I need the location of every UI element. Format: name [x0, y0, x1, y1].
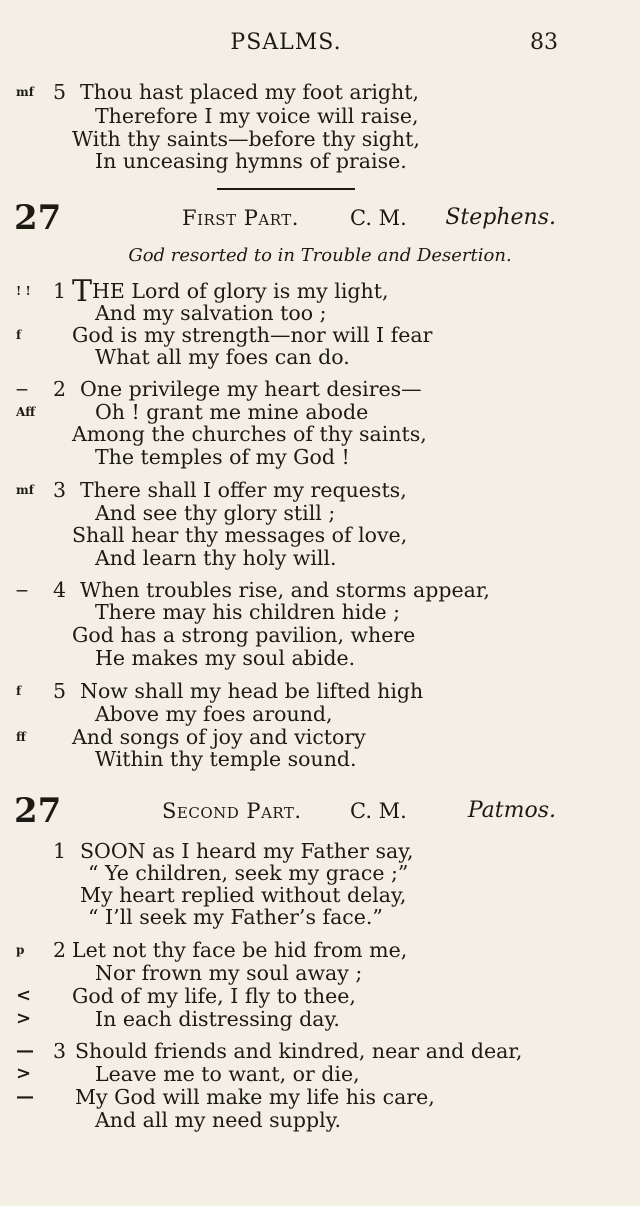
- stanza-number: 3: [52, 1039, 66, 1063]
- verse-line: And learn thy holy will.: [95, 546, 337, 570]
- stanza-line: [0, 984, 640, 1008]
- dynamic-mark: —: [16, 382, 28, 396]
- verse-line: God is my strength—nor will I fear: [72, 323, 433, 347]
- dynamic-mark: ! !: [16, 284, 31, 298]
- stanza-line: [0, 523, 640, 547]
- stanza-line: [0, 883, 640, 907]
- stanza-line: [0, 377, 640, 401]
- stanza-line: [0, 127, 640, 151]
- verse-line: Let not thy face be hid from me,: [72, 938, 408, 962]
- dynamic-mark: Aff: [16, 405, 36, 419]
- stanza-line: [0, 1062, 640, 1086]
- stanza-line: [0, 702, 640, 726]
- stanza-line: [0, 323, 640, 347]
- page-number: 83: [530, 30, 558, 55]
- stanza-line: [0, 861, 640, 885]
- stanza-line: [0, 80, 640, 104]
- stanza-number: 1: [52, 839, 66, 863]
- stanza-line: [0, 961, 640, 985]
- stanza-number: 3: [52, 478, 66, 502]
- verse-line: There shall I offer my requests,: [80, 478, 407, 502]
- stanza-number: 2: [52, 938, 66, 962]
- stanza-line: [0, 747, 640, 771]
- dynamic-mark: <: [16, 985, 32, 1006]
- tune-name: Patmos.: [467, 798, 556, 823]
- verse-line: In unceasing hymns of praise.: [95, 149, 407, 173]
- verse-line: Leave me to want, or die,: [95, 1062, 360, 1086]
- stanza-line: [0, 546, 640, 570]
- running-head: [0, 30, 640, 60]
- dynamic-mark: mf: [16, 85, 34, 99]
- dynamic-mark: mf: [16, 483, 34, 497]
- stanza-line: [0, 600, 640, 624]
- stanza-number: 2: [52, 377, 66, 401]
- dynamic-mark: —: [16, 583, 28, 597]
- stanza-line: [0, 274, 640, 309]
- verse-line: There may his children hide ;: [95, 600, 401, 624]
- drop-cap: T: [72, 274, 93, 309]
- verse-line: Among the churches of thy saints,: [72, 422, 427, 446]
- verse-line: The temples of my God !: [95, 445, 350, 469]
- verse-line: [72, 274, 389, 309]
- hymn-number: 27: [14, 198, 62, 238]
- stanza-line: [0, 345, 640, 369]
- stanza-line: [0, 501, 640, 525]
- verse-line: Therefore I my voice will raise,: [95, 104, 419, 128]
- verse-line: SOON as I heard my Father say,: [80, 839, 414, 863]
- verse-line: God has a strong pavilion, where: [72, 623, 416, 647]
- stanza-line: [0, 301, 640, 325]
- verse-line: With thy saints—before thy sight,: [72, 127, 420, 151]
- dynamic-mark: p: [16, 943, 25, 957]
- verse-line: And all my need supply.: [95, 1108, 342, 1132]
- stanza-line: [0, 938, 640, 962]
- running-title: PSALMS.: [230, 30, 342, 55]
- stanza-line: [0, 445, 640, 469]
- tune-name: Stephens.: [445, 205, 556, 230]
- verse-line: Should friends and kindred, near and dear,: [75, 1039, 523, 1063]
- hymn-meter: C. M.: [350, 799, 407, 823]
- verse-line: Nor frown my soul away ;: [95, 961, 363, 985]
- dynamic-mark: —: [16, 1086, 34, 1107]
- verse-line: What all my foes can do.: [95, 345, 350, 369]
- verse-line: In each distressing day.: [95, 1007, 340, 1031]
- verse-line: “ I’ll seek my Father’s face.”: [88, 905, 383, 929]
- verse-line: My God will make my life his care,: [75, 1085, 435, 1109]
- hymn-meter: C. M.: [350, 206, 407, 230]
- hymn-heading: [0, 198, 640, 238]
- dynamic-mark: —: [16, 1040, 34, 1061]
- section-divider: [217, 188, 355, 190]
- verse-line: One privilege my heart desires—: [80, 377, 422, 401]
- stanza-line: [0, 422, 640, 446]
- verse-line: Now shall my head be lifted high: [80, 679, 424, 703]
- stanza-line: [0, 578, 640, 602]
- verse-line: When troubles rise, and storms appear,: [80, 578, 490, 602]
- stanza-line: [0, 623, 640, 647]
- stanza-line: [0, 104, 640, 128]
- stanza-line: [0, 400, 640, 424]
- dynamic-mark: >: [16, 1008, 32, 1029]
- hymn-number: 27: [14, 791, 62, 831]
- verse-line: He makes my soul abide.: [95, 646, 356, 670]
- verse-line: God of my life, I fly to thee,: [72, 984, 356, 1008]
- verse-line: And my salvation too ;: [95, 301, 327, 325]
- stanza-line: [0, 149, 640, 173]
- verse-line: “ Ye children, seek my grace ;”: [88, 861, 409, 885]
- stanza-number: 5: [52, 80, 66, 104]
- stanza-number: 4: [52, 578, 66, 602]
- stanza-line: [0, 1007, 640, 1031]
- hymn-heading: [0, 791, 640, 831]
- verse-line: Oh ! grant me mine abode: [95, 400, 369, 424]
- verse-line: Shall hear thy messages of love,: [72, 523, 408, 547]
- stanza-line: [0, 1108, 640, 1132]
- dynamic-mark: ff: [16, 730, 26, 744]
- verse-line: My heart replied without delay,: [80, 883, 407, 907]
- stanza-line: [0, 646, 640, 670]
- stanza-number: 5: [52, 679, 66, 703]
- verse-line: Above my foes around,: [95, 702, 333, 726]
- stanza-line: [0, 725, 640, 749]
- verse-line: Within thy temple sound.: [95, 747, 357, 771]
- stanza-line: [0, 1085, 640, 1109]
- stanza-number: 1: [52, 279, 66, 303]
- hymn-part: First Part.: [182, 206, 299, 230]
- dynamic-mark: f: [16, 684, 22, 698]
- hymn-part: Second Part.: [162, 799, 302, 823]
- stanza-line: [0, 839, 640, 863]
- verse-line: And songs of joy and victory: [72, 725, 366, 749]
- dynamic-mark: >: [16, 1063, 32, 1084]
- verse-line: Thou hast placed my foot aright,: [80, 80, 420, 104]
- stanza-line: [0, 1039, 640, 1063]
- stanza-line: [0, 905, 640, 929]
- stanza-line: [0, 679, 640, 703]
- hymn-subtitle: God resorted to in Trouble and Desertion.: [128, 245, 512, 266]
- dynamic-mark: f: [16, 328, 22, 342]
- verse-line: And see thy glory still ;: [95, 501, 336, 525]
- verse-line-text: HE Lord of glory is my light,: [92, 279, 389, 303]
- stanza-line: [0, 478, 640, 502]
